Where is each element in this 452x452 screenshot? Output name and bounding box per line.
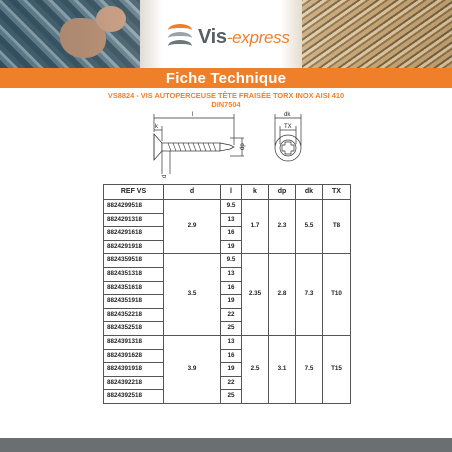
- dp-cell: 3.1: [269, 335, 296, 403]
- workshop-photo: [0, 0, 140, 68]
- ref-cell: 8824391318: [104, 335, 164, 349]
- ref-cell: 8824291318: [104, 213, 164, 227]
- ref-cell: 8824391918: [104, 363, 164, 377]
- label-head-height: k: [155, 124, 158, 130]
- logo-primary: Vis: [198, 25, 227, 48]
- col-ref: REF VS: [104, 185, 164, 200]
- table-row: [104, 200, 351, 214]
- screw-technical-drawing: [140, 108, 320, 180]
- screws-photo: [302, 0, 452, 68]
- product-title: [0, 91, 452, 109]
- k-cell: 2.35: [242, 254, 269, 336]
- k-cell: 1.7: [242, 200, 269, 254]
- product-title-line1: VS8824 - VIS AUTOPERCEUSE TÊTE FRAISÉE TORX INOX AISI 410: [107, 91, 345, 100]
- col-l: l: [221, 185, 242, 200]
- l-cell: 19: [221, 295, 242, 309]
- ref-cell: 8824391628: [104, 349, 164, 363]
- ref-cell: 8824359518: [104, 254, 164, 268]
- label-torx: TX: [284, 124, 292, 130]
- dp-cell: 2.8: [269, 254, 296, 336]
- col-dk: dk: [296, 185, 323, 200]
- footer-bar: [0, 438, 452, 452]
- logo-secondary: -express: [226, 27, 290, 47]
- l-cell: 22: [221, 308, 242, 322]
- l-cell: 25: [221, 322, 242, 336]
- l-cell: 19: [221, 363, 242, 377]
- banner-title: Fiche Technique: [165, 69, 287, 87]
- l-cell: 16: [221, 349, 242, 363]
- label-drill-point: dp: [240, 143, 246, 150]
- logo-swoosh-icon: [168, 24, 192, 50]
- l-cell: 9.5: [221, 254, 242, 268]
- dp-cell: 2.3: [269, 200, 296, 254]
- ref-cell: 8824392518: [104, 390, 164, 404]
- d-cell: 3.9: [164, 335, 221, 403]
- brand-logo[interactable]: [168, 22, 290, 52]
- col-tx: TX: [323, 185, 351, 200]
- ref-cell: 8824392218: [104, 376, 164, 390]
- l-cell: 22: [221, 376, 242, 390]
- d-cell: 3.5: [164, 254, 221, 336]
- table-row: [104, 335, 351, 349]
- l-cell: 16: [221, 281, 242, 295]
- l-cell: 9.5: [221, 200, 242, 214]
- l-cell: 13: [221, 335, 242, 349]
- l-cell: 25: [221, 390, 242, 404]
- tx-cell: T15: [323, 335, 351, 403]
- col-k: k: [242, 185, 269, 200]
- specs-table: [103, 184, 351, 404]
- col-dp: dp: [269, 185, 296, 200]
- table-header-row: [104, 185, 351, 200]
- ref-cell: 8824299518: [104, 200, 164, 214]
- label-diameter: d: [162, 174, 168, 178]
- l-cell: 19: [221, 240, 242, 254]
- l-cell: 13: [221, 267, 242, 281]
- tx-cell: T8: [323, 200, 351, 254]
- ref-cell: 8824351918: [104, 295, 164, 309]
- product-title-line2: DIN7504: [211, 100, 241, 109]
- k-cell: 2.5: [242, 335, 269, 403]
- ref-cell: 8824352218: [104, 308, 164, 322]
- dk-cell: 7.5: [296, 335, 323, 403]
- l-cell: 16: [221, 227, 242, 241]
- dk-cell: 7.3: [296, 254, 323, 336]
- dk-cell: 5.5: [296, 200, 323, 254]
- table-row: [104, 254, 351, 268]
- label-head-diameter: dk: [284, 112, 291, 118]
- tx-cell: T10: [323, 254, 351, 336]
- ref-cell: 8824351618: [104, 281, 164, 295]
- col-d: d: [164, 185, 221, 200]
- l-cell: 13: [221, 213, 242, 227]
- ref-cell: 8824291918: [104, 240, 164, 254]
- label-length: l: [192, 112, 194, 118]
- header-photo-banner: [0, 0, 452, 68]
- section-banner: [0, 68, 452, 88]
- ref-cell: 8824351318: [104, 267, 164, 281]
- ref-cell: 8824352518: [104, 322, 164, 336]
- ref-cell: 8824291618: [104, 227, 164, 241]
- d-cell: 2.9: [164, 200, 221, 254]
